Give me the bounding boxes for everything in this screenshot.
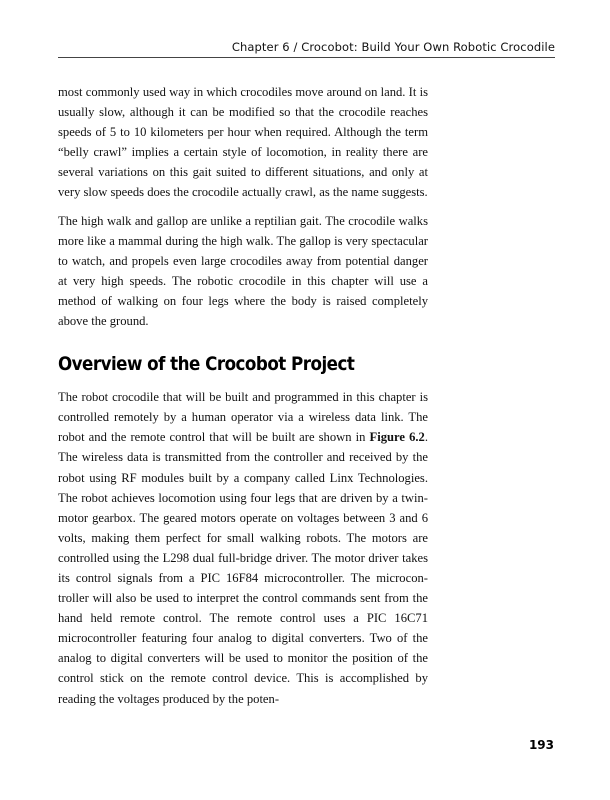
paragraph-3-start: The robot crocodile that will be built and programmed in this chapter is controlled remotely by a human operator via a wireless data link. The robot and the remote control that will be built are shown in [58,390,428,445]
paragraph-1: most commonly used way in which crocodiles move around on land. It is usually slow, although it can be modified so that the crocodile reaches speeds of 5 to 10 kilometers per hour when required. Although the term “belly crawl” implies a certain style of locomotion, in reality there are several variations on this gait suited to different situations, and only at very slow speeds does the crocodile actually crawl, as the name suggests. [58,85,428,200]
paragraph-2: The high walk and gallop are unlike a reptilian gait. The crocodile walks more like a mammal during the high walk. The gallop is very spectacular to watch, and propels even large crocodiles away from potential danger at very high speeds. The robotic crocodile in this chapter will use a method of walking on four legs where the body is raised completely above the ground. [58,213,428,329]
header-rule [58,57,555,58]
paragraph-3 [58,387,428,709]
figure-reference: Figure 6.2 [369,430,425,445]
paragraph-3-end: . The wireless data is transmitted from the controller and received by the robot using RF modules built by a company called Linx Technologies. The robot achieves locomotion using four legs that are driven by a twin-motor gearbox. The geared motors operate on voltages between 3 and 6 volts, making them perfect for small walking robots. The motors are controlled using the L298 dual full-bridge driver. The motor driver takes its control signals from a PIC 16F84 microcontroller. The microcontroller will also be used to interpret the control commands sent from the hand held remote control. The remote control uses a PIC 16C71 microcontroller featuring four analog to digital converters. Two of the analog to digital converters will be used to monitor the position of the control stick on the remote control device. This is accomplished by reading the voltages produced by the poten- [58,430,428,706]
body-text [58,82,428,709]
running-head: Chapter 6 / Crocobot: Build Your Own Robotic Crocodile [231,40,555,54]
page-number: 193 [528,738,554,752]
section-heading: Overview of the Crocobot Project [58,353,355,376]
